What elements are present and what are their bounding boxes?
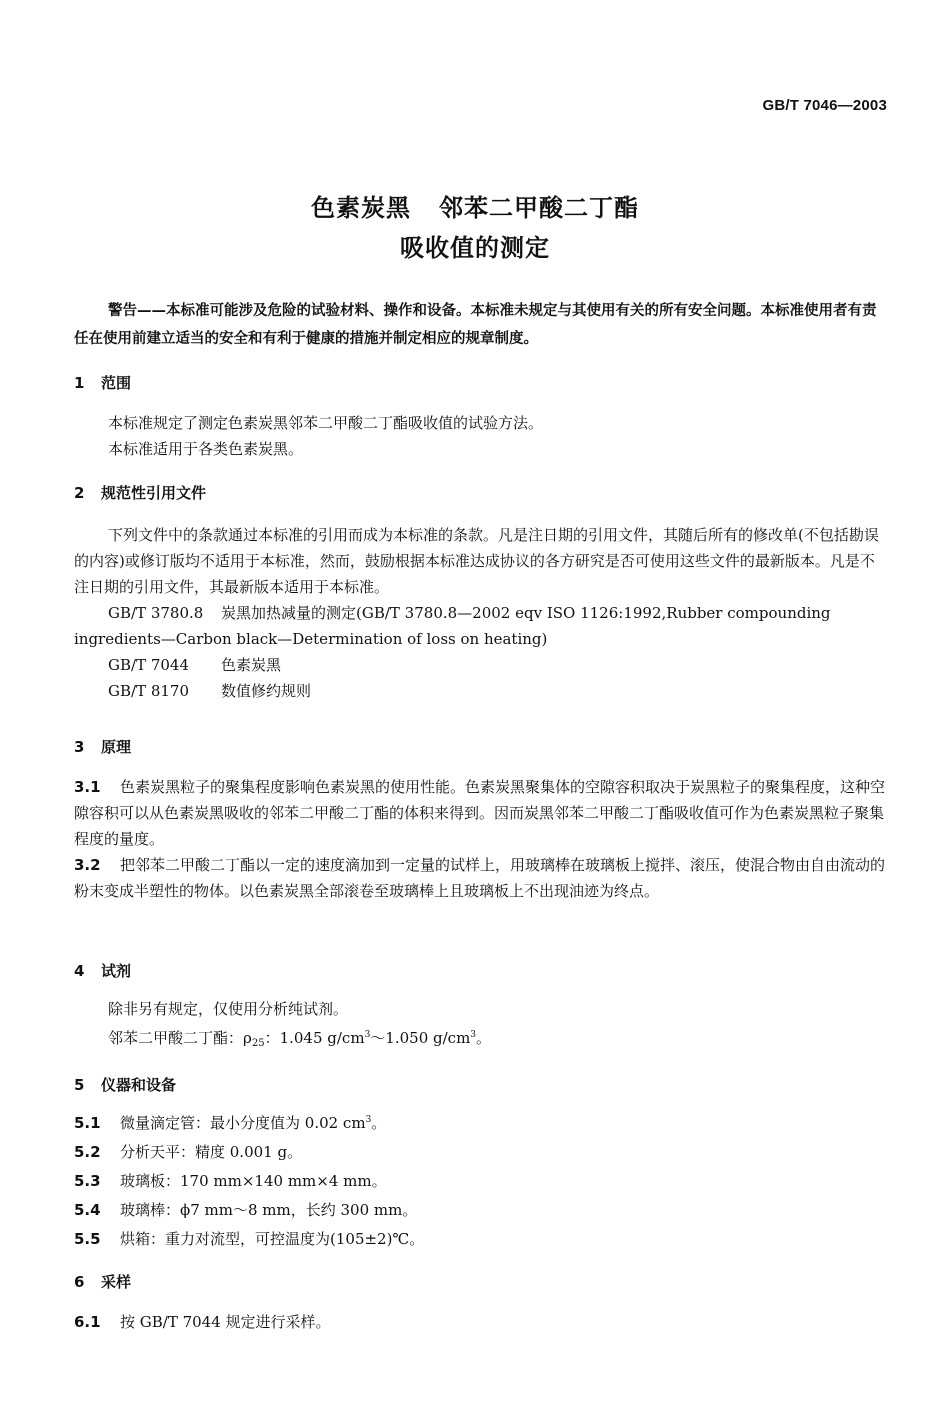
reagent-note: 除非另有规定，仅使用分析纯试剂。: [108, 1000, 349, 1018]
clause-5-1: 5.1 微量滴定管：最小分度值为 0.02 $cm^3$。: [74, 1114, 387, 1132]
section-heading-2: 2 规范性引用文件: [74, 484, 207, 502]
title-part-a: 色素炭黑: [311, 194, 411, 222]
section-heading-6: 6 采样: [74, 1273, 132, 1291]
section-heading-5: 5 仪器和设备: [74, 1076, 177, 1094]
section-heading-3: 3 原理: [74, 738, 132, 756]
reference-item: GB/T 3780.8 炭黑加热减量的测定(GB/T 3780.8—2002 eqv ISO 1126:1992,Rubber compounding ingredients—Carbon black—Determination of loss on heating): [74, 604, 831, 648]
document-title-line2: 吸收值的测定: [400, 234, 550, 262]
document-title-line1: [0, 188, 950, 223]
paragraph: 本标准适用于各类色素炭黑。: [108, 440, 304, 458]
reagent-density: 邻苯二甲酸二丁酯：$\rho_{25}$：1.045 $g/cm^3\sim 1.050$ $g/cm^3$。: [108, 1029, 492, 1049]
section-3-body: [74, 774, 886, 904]
section-heading-1: 1 范围: [74, 374, 132, 392]
warning-paragraph: 警告——本标准可能涉及危险的试验材料、操作和设备。本标准未规定与其使用有关的所有安全问题。本标准使用者有责任在使用前建立适当的安全和有利于健康的措施并制定相应的规章制度。: [74, 303, 877, 347]
paragraph: 本标准规定了测定色素炭黑邻苯二甲酸二丁酯吸收值的试验方法。: [108, 414, 544, 432]
clause-5-2: 5.2 分析天平：精度 0.001 g。: [74, 1143, 303, 1161]
clause-5-4: 5.4 玻璃棒：ϕ7 mm～8 mm，长约 300 mm。: [74, 1201, 418, 1219]
clause-3-1: 3.1 色素炭黑粒子的聚集程度影响色素炭黑的使用性能。色素炭黑聚集体的空隙容积取决于炭黑粒子的聚集程度，这种空隙容积可以从色素炭黑吸收的邻苯二甲酸二丁酯的体积来得到。因而炭黑邻苯二甲酸二丁酯吸收值可作为色素炭黑粒子聚集程度的量度。: [74, 778, 886, 848]
standard-code: GB/T 7046—2003: [762, 97, 887, 114]
clause-5-3: 5.3 玻璃板：170 mm×140 mm×4 mm。: [74, 1172, 387, 1190]
clause-3-2: 3.2 把邻苯二甲酸二丁酯以一定的速度滴加到一定量的试样上，用玻璃棒在玻璃板上搅拌、滚压，使混合物由自由流动的粉末变成半塑性的物体。以色素炭黑全部滚卷至玻璃棒上且玻璃板上不出现油迹为终点。: [74, 856, 886, 900]
paragraph: 下列文件中的条款通过本标准的引用而成为本标准的条款。凡是注日期的引用文件，其随后所有的修改单(不包括勘误的内容)或修订版均不适用于本标准，然而，鼓励根据本标准达成协议的各方研究是否可使用这些文件的最新版本。凡是不注日期的引用文件，其最新版本适用于本标准。: [74, 526, 879, 596]
clause-5-5: 5.5 烘箱：重力对流型，可控温度为(105±2)℃。: [74, 1230, 425, 1248]
section-2-body: [74, 522, 886, 704]
section-1-body: [74, 410, 886, 462]
title-part-b: 邻苯二甲酸二丁酯: [439, 194, 639, 222]
section-heading-4: 4 试剂: [74, 962, 132, 980]
clause-6-1: 6.1 按 GB/T 7044 规定进行采样。: [74, 1313, 331, 1331]
reference-item: GB/T 8170 数值修约规则: [108, 682, 312, 700]
reference-item: GB/T 7044 色素炭黑: [108, 656, 282, 674]
